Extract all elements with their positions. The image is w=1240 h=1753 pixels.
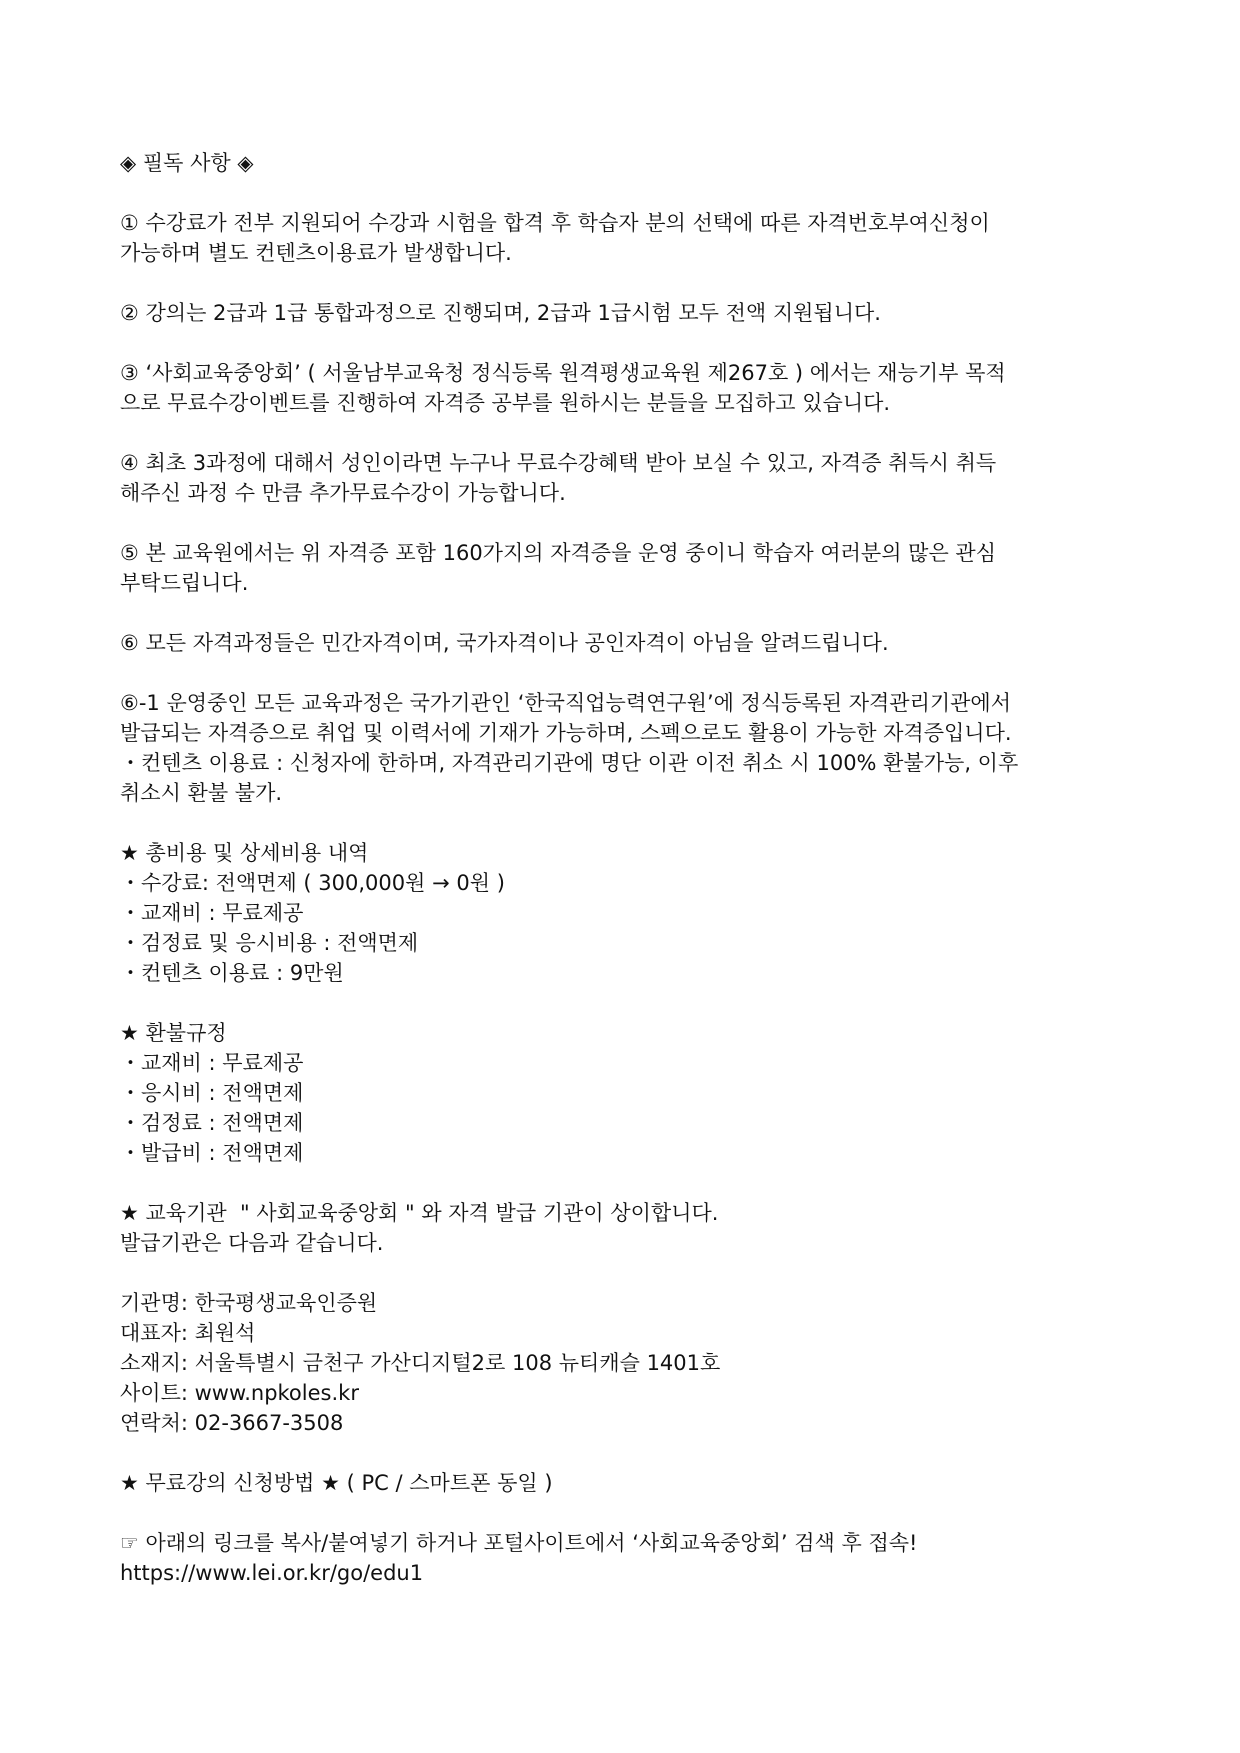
heading: ◈ 필독 사항 ◈ [120, 151, 254, 175]
apply-instruction: ☞ 아래의 링크를 복사/붙여넣기 하거나 포털사이트에서 ‘사회교육중앙회’ 검색 후 접속! [120, 1531, 918, 1555]
apply-link: https://www.lei.or.kr/go/edu1 [120, 1561, 424, 1585]
issuer-subtitle: 발급기관은 다음과 같습니다. [120, 1231, 384, 1255]
refund-title: ★ 환불규정 [120, 1021, 227, 1045]
issuer-title: ★ 교육기관 " 사회교육중앙회 " 와 자격 발급 기관이 상이합니다. [120, 1201, 719, 1225]
apply-title: ★ 무료강의 신청방법 ★ ( PC / 스마트폰 동일 ) [120, 1471, 553, 1495]
issuer-detail: 대표자: 최원석 [120, 1321, 256, 1345]
costs-item: ・교재비 : 무료제공 [120, 901, 304, 925]
notice-1-line-2: 가능하며 별도 컨텐츠이용료가 발생합니다. [120, 241, 512, 265]
notice-6-1-line-4: 취소시 환불 불가. [120, 781, 283, 805]
issuer-detail: 연락처: 02-3667-3508 [120, 1411, 344, 1435]
issuer-detail: 기관명: 한국평생교육인증원 [120, 1291, 378, 1315]
refund-item: ・교재비 : 무료제공 [120, 1051, 304, 1075]
costs-item: ・검정료 및 응시비용 : 전액면제 [120, 931, 419, 955]
refund-item: ・발급비 : 전액면제 [120, 1141, 304, 1165]
notice-6-1-line-3: ・컨텐츠 이용료 : 신청자에 한하며, 자격관리기관에 명단 이관 이전 취소 시 100% 환불가능, 이후 [120, 751, 1019, 775]
notice-4-line-2: 해주신 과정 수 만큼 추가무료수강이 가능합니다. [120, 481, 566, 505]
notice-3-line-2: 으로 무료수강이벤트를 진행하여 자격증 공부를 원하시는 분들을 모집하고 있습니다. [120, 391, 891, 415]
notice-6-1-line-2: 발급되는 자격증으로 취업 및 이력서에 기재가 가능하며, 스펙으로도 활용이 가능한 자격증입니다. [120, 721, 1012, 745]
refund-item: ・응시비 : 전액면제 [120, 1081, 304, 1105]
notice-3-line-1: ③ ‘사회교육중앙회’ ( 서울남부교육청 정식등록 원격평생교육원 제267호 ) 에서는 재능기부 목적 [120, 361, 1006, 385]
refund-item: ・검정료 : 전액면제 [120, 1111, 304, 1135]
notice-2-line-1: ② 강의는 2급과 1급 통합과정으로 진행되며, 2급과 1급시험 모두 전액 지원됩니다. [120, 301, 881, 325]
notice-4-line-1: ④ 최초 3과정에 대해서 성인이라면 누구나 무료수강혜택 받아 보실 수 있고, 자격증 취득시 취득 [120, 451, 997, 475]
costs-item: ・수강료: 전액면제 ( 300,000원 → 0원 ) [120, 871, 505, 895]
notice-6-1-line-1: ⑥-1 운영중인 모든 교육과정은 국가기관인 ‘한국직업능력연구원’에 정식등록된 자격관리기관에서 [120, 691, 1011, 715]
costs-item: ・컨텐츠 이용료 : 9만원 [120, 961, 344, 985]
issuer-detail: 사이트: www.npkoles.kr [120, 1381, 359, 1405]
notice-1-line-1: ① 수강료가 전부 지원되어 수강과 시험을 합격 후 학습자 분의 선택에 따른 자격번호부여신청이 [120, 211, 990, 235]
notice-5-line-1: ⑤ 본 교육원에서는 위 자격증 포함 160가지의 자격증을 운영 중이니 학습자 여러분의 많은 관심 [120, 541, 996, 565]
document-page [120, 148, 1130, 1588]
issuer-detail: 소재지: 서울특별시 금천구 가산디지털2로 108 뉴티캐슬 1401호 [120, 1351, 721, 1375]
notice-5-line-2: 부탁드립니다. [120, 571, 249, 595]
notice-6-line-1: ⑥ 모든 자격과정들은 민간자격이며, 국가자격이나 공인자격이 아님을 알려드립니다. [120, 631, 889, 655]
costs-title: ★ 총비용 및 상세비용 내역 [120, 841, 369, 865]
